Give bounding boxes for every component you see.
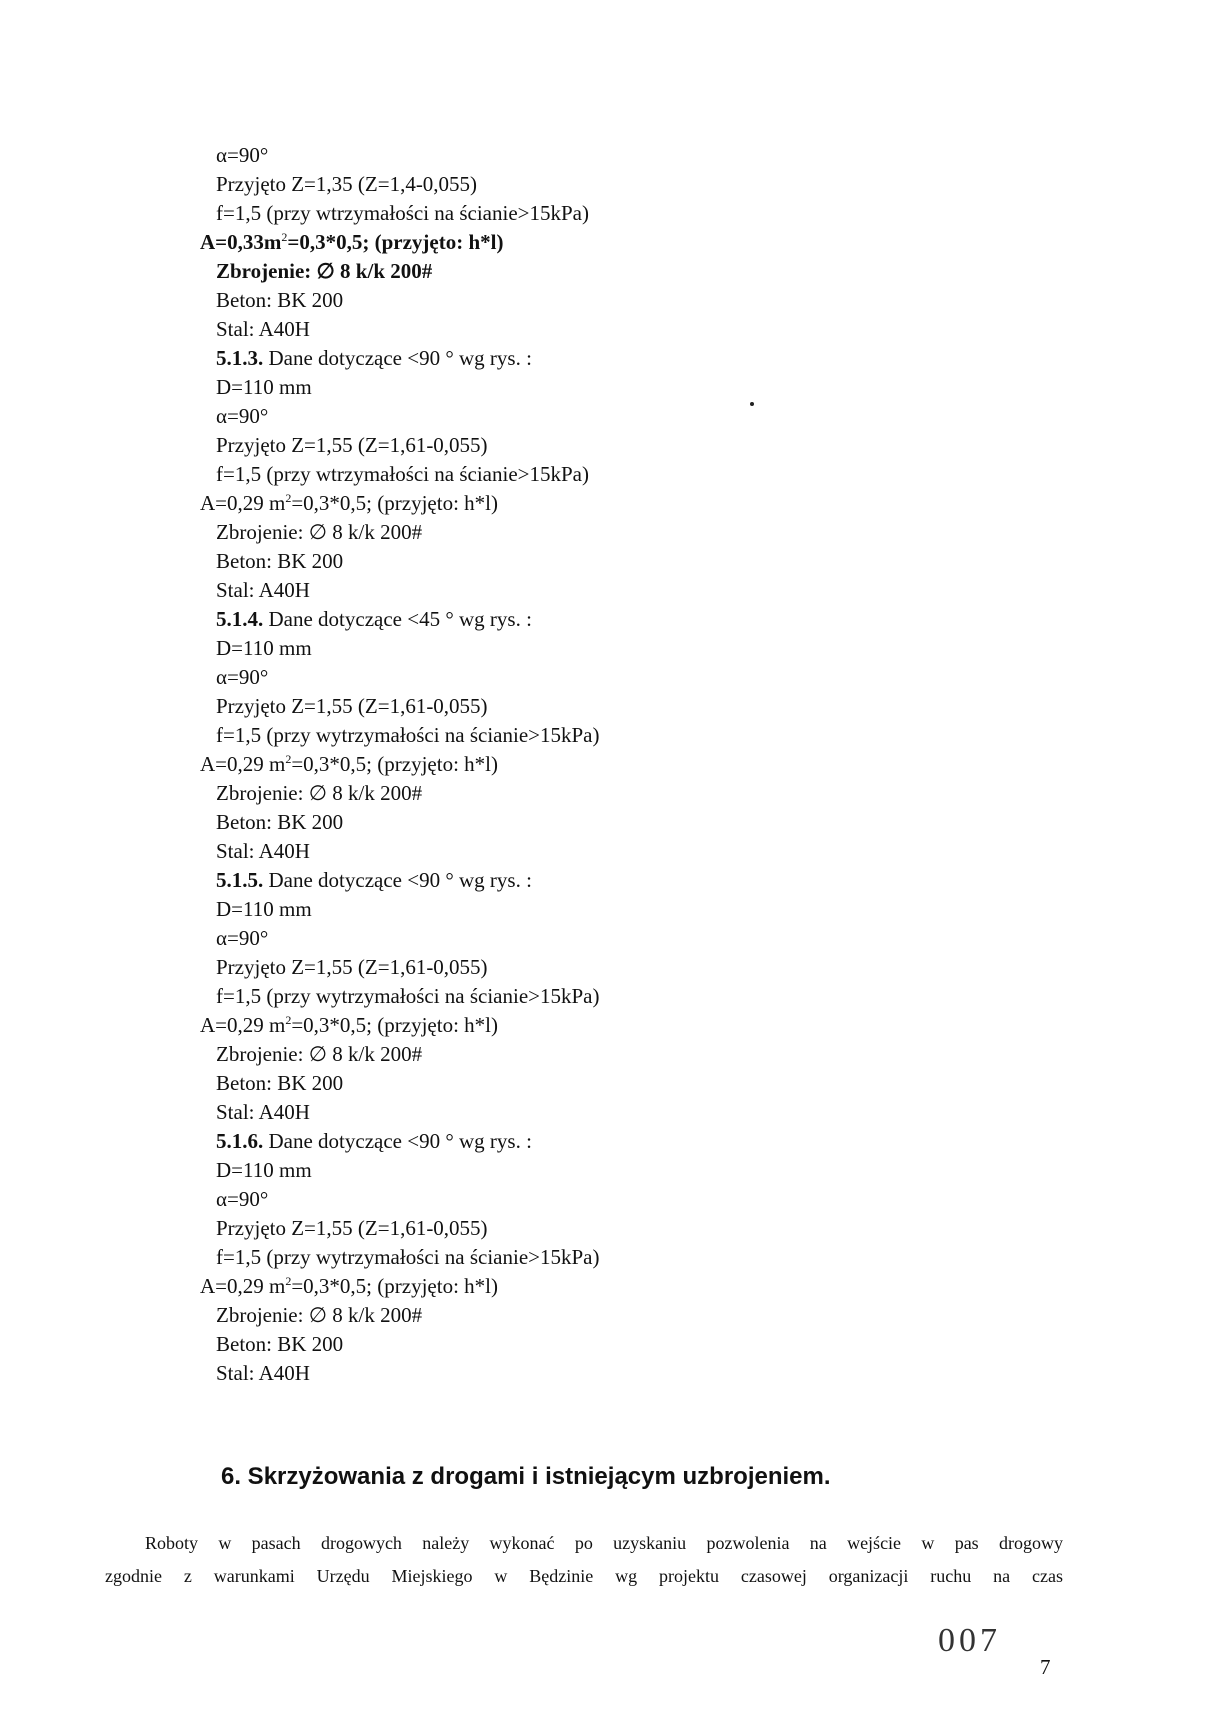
z-line: Przyjęto Z=1,55 (Z=1,61-0,055): [216, 1216, 488, 1240]
concrete-line: Beton: BK 200: [216, 1332, 344, 1356]
diameter-line: D=110 mm: [216, 897, 312, 921]
paragraph-line-2: zgodnie z warunkami Urzędu Miejskiego w Będzinie wg projektu czasowej organizacji ruchu na czas: [105, 1566, 1063, 1586]
steel-line: Stal: A40H: [216, 578, 310, 602]
reinforcement-line: Zbrojenie: ∅ 8 k/k 200#: [216, 1303, 423, 1327]
alpha-line: α=90°: [216, 404, 269, 428]
section-5-1-4-title: 5.1.4. Dane dotyczące <45 ° wg rys. :: [216, 607, 532, 631]
diameter-line: D=110 mm: [216, 375, 312, 399]
area-line: A=0,29 $m^2=0,3*0,5$; (przyjęto: h*l): [200, 752, 498, 776]
steel-line: Stal: A40H: [216, 1361, 310, 1385]
stray-mark: [750, 402, 754, 406]
page-number: 7: [1040, 1655, 1051, 1679]
concrete-line: Beton: BK 200: [216, 288, 344, 312]
area-line: A=0,29 $m^2=0,3*0,5$; (przyjęto: h*l): [200, 1274, 498, 1298]
alpha-line: α=90°: [216, 1187, 269, 1211]
document-stamp: 007: [938, 1622, 1001, 1659]
z-line: Przyjęto Z=1,55 (Z=1,61-0,055): [216, 955, 488, 979]
reinforcement-line: Zbrojenie: ∅ 8 k/k 200#: [216, 520, 423, 544]
alpha-line: α=90°: [216, 926, 269, 950]
reinforcement-line: Zbrojenie: ∅ 8 k/k 200#: [216, 259, 433, 283]
alpha-line: α=90°: [216, 143, 269, 167]
reinforcement-line: Zbrojenie: ∅ 8 k/k 200#: [216, 1042, 423, 1066]
paragraph-line-1: Roboty w pasach drogowych należy wykonać po uzyskaniu pozwolenia na wejście w pas drogowy: [145, 1533, 1063, 1553]
section-6-heading: 6. Skrzyżowania z drogami i istniejącym uzbrojeniem.: [221, 1463, 831, 1490]
z-line: Przyjęto Z=1,55 (Z=1,61-0,055): [216, 694, 488, 718]
area-line: A=0,29 $m^2=0,3*0,5$; (przyjęto: h*l): [200, 1013, 498, 1037]
f-line: f=1,5 (przy wytrzymałości na ścianie>15kPa): [216, 984, 600, 1008]
steel-line: Stal: A40H: [216, 1100, 310, 1124]
steel-line: Stal: A40H: [216, 317, 310, 341]
diameter-line: D=110 mm: [216, 636, 312, 660]
concrete-line: Beton: BK 200: [216, 1071, 344, 1095]
f-line: f=1,5 (przy wtrzymałości na ścianie>15kPa): [216, 201, 589, 225]
concrete-line: Beton: BK 200: [216, 549, 344, 573]
z-line: Przyjęto Z=1,55 (Z=1,61-0,055): [216, 433, 488, 457]
f-line: f=1,5 (przy wytrzymałości na ścianie>15kPa): [216, 1245, 600, 1269]
section-5-1-5-title: 5.1.5. Dane dotyczące <90 ° wg rys. :: [216, 868, 532, 892]
reinforcement-line: Zbrojenie: ∅ 8 k/k 200#: [216, 781, 423, 805]
section-5-1-3-title: 5.1.3. Dane dotyczące <90 ° wg rys. :: [216, 346, 532, 370]
area-line: A=0,29 $m^2=0,3*0,5$; (przyjęto: h*l): [200, 491, 498, 515]
section-5-1-6-title: 5.1.6. Dane dotyczące <90 ° wg rys. :: [216, 1129, 532, 1153]
diameter-line: D=110 mm: [216, 1158, 312, 1182]
f-line: f=1,5 (przy wtrzymałości na ścianie>15kPa): [216, 462, 589, 486]
f-line: f=1,5 (przy wytrzymałości na ścianie>15kPa): [216, 723, 600, 747]
steel-line: Stal: A40H: [216, 839, 310, 863]
concrete-line: Beton: BK 200: [216, 810, 344, 834]
z-line: Przyjęto Z=1,35 (Z=1,4-0,055): [216, 172, 478, 196]
area-line: $A=0,33m^2=0,3*0,5$; (przyjęto: h*l): [200, 230, 504, 254]
alpha-line: α=90°: [216, 665, 269, 689]
